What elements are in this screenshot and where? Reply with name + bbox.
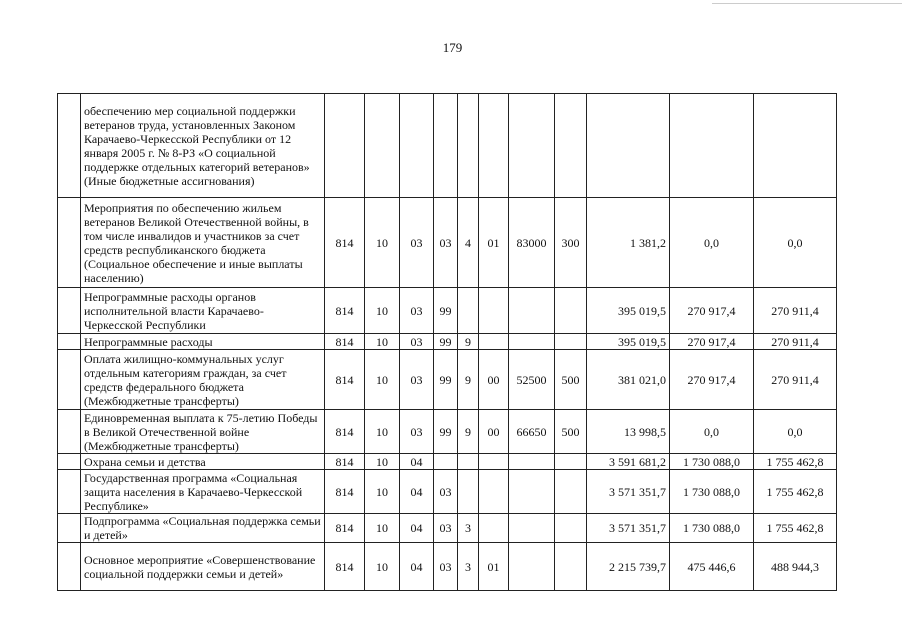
ministry-code-cell: 814 — [325, 454, 365, 470]
amount-year3-cell: 488 944,3 — [754, 543, 837, 591]
expense-name-cell: Подпрограмма «Социальная поддержка семьи и детей» — [81, 514, 325, 543]
amount-year3-cell: 270 911,4 — [754, 350, 837, 410]
amount-year1-cell: 381 021,0 — [587, 350, 670, 410]
amount-year2-cell — [670, 94, 754, 198]
table-row — [58, 410, 837, 454]
direction-code-cell — [509, 543, 555, 591]
activity-code-cell — [479, 94, 509, 198]
program-code-cell: 99 — [434, 350, 458, 410]
direction-code-cell — [509, 454, 555, 470]
expense-type-code-cell — [555, 334, 587, 350]
subprogram-code-cell — [458, 454, 479, 470]
amount-year2-cell: 270 917,4 — [670, 350, 754, 410]
row-index-cell — [58, 514, 81, 543]
row-index-cell — [58, 94, 81, 198]
expense-type-code-cell — [555, 288, 587, 334]
amount-year3-cell: 0,0 — [754, 410, 837, 454]
subprogram-code-cell: 3 — [458, 543, 479, 591]
budget-table — [57, 93, 837, 591]
program-code-cell: 03 — [434, 543, 458, 591]
row-index-cell — [58, 288, 81, 334]
subprogram-code-cell: 9 — [458, 410, 479, 454]
section-code-cell: 10 — [365, 350, 400, 410]
program-code-cell: 03 — [434, 514, 458, 543]
scan-edge-line — [712, 3, 902, 4]
subprogram-code-cell — [458, 288, 479, 334]
amount-year3-cell: 270 911,4 — [754, 288, 837, 334]
expense-name-cell: Непрограммные расходы — [81, 334, 325, 350]
program-code-cell: 99 — [434, 288, 458, 334]
direction-code-cell — [509, 94, 555, 198]
expense-name-cell: Оплата жилищно-коммунальных услуг отдельным категориям граждан, за счет средств федерального бюджета (Межбюджетные трансферты) — [81, 350, 325, 410]
direction-code-cell — [509, 470, 555, 514]
table-row — [58, 543, 837, 591]
subprogram-code-cell: 9 — [458, 350, 479, 410]
subsection-code-cell: 04 — [400, 454, 434, 470]
ministry-code-cell: 814 — [325, 514, 365, 543]
amount-year2-cell: 270 917,4 — [670, 334, 754, 350]
row-index-cell — [58, 334, 81, 350]
ministry-code-cell — [325, 94, 365, 198]
expense-type-code-cell — [555, 454, 587, 470]
table-row — [58, 198, 837, 288]
section-code-cell: 10 — [365, 410, 400, 454]
table-row — [58, 470, 837, 514]
program-code-cell: 03 — [434, 470, 458, 514]
activity-code-cell — [479, 334, 509, 350]
expense-type-code-cell: 500 — [555, 410, 587, 454]
ministry-code-cell: 814 — [325, 470, 365, 514]
expense-type-code-cell — [555, 514, 587, 543]
row-index-cell — [58, 543, 81, 591]
expense-type-code-cell — [555, 94, 587, 198]
amount-year2-cell: 270 917,4 — [670, 288, 754, 334]
ministry-code-cell: 814 — [325, 410, 365, 454]
expense-type-code-cell: 300 — [555, 198, 587, 288]
expense-name-cell: Мероприятия по обеспечению жильем ветеранов Великой Отечественной войны, в том числе инвалидов и участников за счет средств республиканского бюджета (Социальное обеспечение и иные выплаты населению) — [81, 198, 325, 288]
amount-year1-cell — [587, 94, 670, 198]
amount-year1-cell: 3 591 681,2 — [587, 454, 670, 470]
activity-code-cell — [479, 288, 509, 334]
expense-name-cell: Непрограммные расходы органов исполнительной власти Карачаево-Черкесской Республики — [81, 288, 325, 334]
amount-year1-cell: 3 571 351,7 — [587, 514, 670, 543]
activity-code-cell: 01 — [479, 543, 509, 591]
subprogram-code-cell — [458, 470, 479, 514]
section-code-cell: 10 — [365, 470, 400, 514]
subsection-code-cell: 03 — [400, 350, 434, 410]
amount-year2-cell: 0,0 — [670, 410, 754, 454]
row-index-cell — [58, 350, 81, 410]
subsection-code-cell: 03 — [400, 288, 434, 334]
direction-code-cell — [509, 288, 555, 334]
table-row — [58, 454, 837, 470]
expense-name-cell: Охрана семьи и детства — [81, 454, 325, 470]
row-index-cell — [58, 454, 81, 470]
section-code-cell: 10 — [365, 514, 400, 543]
expense-type-code-cell: 500 — [555, 350, 587, 410]
section-code-cell: 10 — [365, 334, 400, 350]
expense-name-cell: Основное мероприятие «Совершенствование социальной поддержки семьи и детей» — [81, 543, 325, 591]
program-code-cell: 99 — [434, 334, 458, 350]
table-row — [58, 350, 837, 410]
direction-code-cell — [509, 334, 555, 350]
direction-code-cell: 52500 — [509, 350, 555, 410]
table-row — [58, 514, 837, 543]
amount-year2-cell: 1 730 088,0 — [670, 514, 754, 543]
activity-code-cell: 00 — [479, 410, 509, 454]
section-code-cell: 10 — [365, 543, 400, 591]
subsection-code-cell: 04 — [400, 514, 434, 543]
ministry-code-cell: 814 — [325, 334, 365, 350]
expense-name-cell: Государственная программа «Социальная защита населения в Карачаево-Черкесской Республике» — [81, 470, 325, 514]
section-code-cell — [365, 94, 400, 198]
activity-code-cell: 01 — [479, 198, 509, 288]
program-code-cell: 99 — [434, 410, 458, 454]
amount-year1-cell: 1 381,2 — [587, 198, 670, 288]
amount-year3-cell: 0,0 — [754, 198, 837, 288]
subprogram-code-cell — [458, 94, 479, 198]
program-code-cell: 03 — [434, 198, 458, 288]
table-row — [58, 288, 837, 334]
row-index-cell — [58, 198, 81, 288]
expense-name-cell: Единовременная выплата к 75-летию Победы в Великой Отечественной войне (Межбюджетные трансферты) — [81, 410, 325, 454]
subprogram-code-cell: 3 — [458, 514, 479, 543]
direction-code-cell: 66650 — [509, 410, 555, 454]
amount-year1-cell: 13 998,5 — [587, 410, 670, 454]
amount-year2-cell: 475 446,6 — [670, 543, 754, 591]
subsection-code-cell: 03 — [400, 334, 434, 350]
expense-name-cell: обеспечению мер социальной поддержки ветеранов труда, установленных Законом Карачаево-Черкесской Республики от 12 января 2005 г. № 8-РЗ «О социальной поддержке отдельных категорий ветеранов» (Иные бюджетные ассигнования) — [81, 94, 325, 198]
expense-type-code-cell — [555, 470, 587, 514]
amount-year2-cell: 0,0 — [670, 198, 754, 288]
subsection-code-cell: 03 — [400, 410, 434, 454]
subprogram-code-cell: 4 — [458, 198, 479, 288]
expense-type-code-cell — [555, 543, 587, 591]
amount-year3-cell: 1 755 462,8 — [754, 470, 837, 514]
amount-year3-cell: 270 911,4 — [754, 334, 837, 350]
direction-code-cell: 83000 — [509, 198, 555, 288]
activity-code-cell — [479, 454, 509, 470]
amount-year3-cell — [754, 94, 837, 198]
program-code-cell — [434, 94, 458, 198]
amount-year1-cell: 395 019,5 — [587, 288, 670, 334]
table-row — [58, 334, 837, 350]
subsection-code-cell: 04 — [400, 470, 434, 514]
section-code-cell: 10 — [365, 288, 400, 334]
page-number: 179 — [442, 40, 463, 55]
subprogram-code-cell: 9 — [458, 334, 479, 350]
amount-year3-cell: 1 755 462,8 — [754, 454, 837, 470]
amount-year1-cell: 3 571 351,7 — [587, 470, 670, 514]
amount-year1-cell: 2 215 739,7 — [587, 543, 670, 591]
section-code-cell: 10 — [365, 198, 400, 288]
ministry-code-cell: 814 — [325, 288, 365, 334]
direction-code-cell — [509, 514, 555, 543]
row-index-cell — [58, 410, 81, 454]
ministry-code-cell: 814 — [325, 543, 365, 591]
amount-year2-cell: 1 730 088,0 — [670, 470, 754, 514]
activity-code-cell: 00 — [479, 350, 509, 410]
row-index-cell — [58, 470, 81, 514]
amount-year1-cell: 395 019,5 — [587, 334, 670, 350]
table-row — [58, 94, 837, 198]
subsection-code-cell: 04 — [400, 543, 434, 591]
amount-year3-cell: 1 755 462,8 — [754, 514, 837, 543]
subsection-code-cell: 03 — [400, 198, 434, 288]
section-code-cell: 10 — [365, 454, 400, 470]
activity-code-cell — [479, 470, 509, 514]
ministry-code-cell: 814 — [325, 198, 365, 288]
subsection-code-cell — [400, 94, 434, 198]
activity-code-cell — [479, 514, 509, 543]
program-code-cell — [434, 454, 458, 470]
amount-year2-cell: 1 730 088,0 — [670, 454, 754, 470]
ministry-code-cell: 814 — [325, 350, 365, 410]
